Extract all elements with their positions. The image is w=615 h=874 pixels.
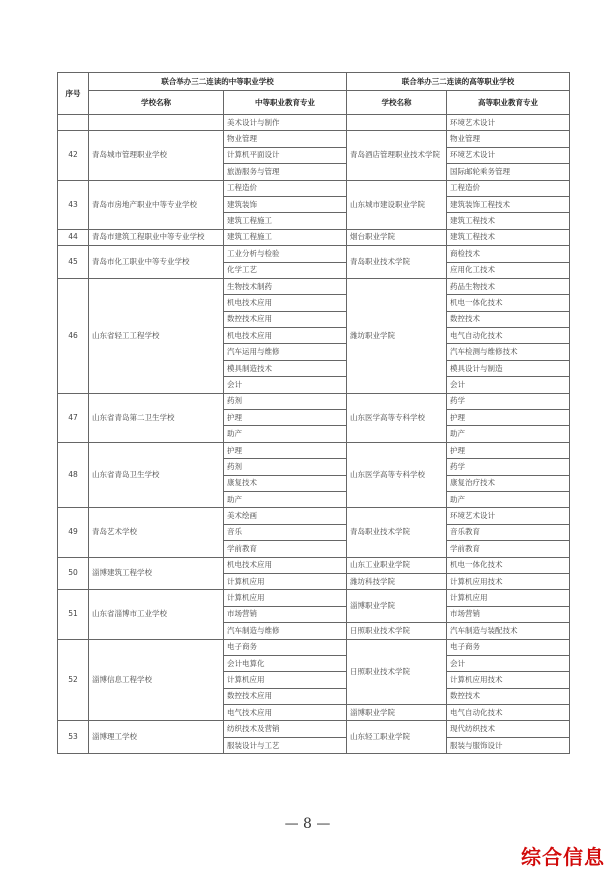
secondary-major: 建筑工程施工 (224, 229, 347, 245)
majors-table (57, 72, 570, 754)
secondary-major: 汽车制造与维修 (224, 623, 347, 639)
higher-school-name: 山东工业职业学院 (347, 557, 447, 573)
row-number: 47 (58, 393, 89, 442)
secondary-school-name: 山东省青岛第二卫生学校 (89, 393, 224, 442)
secondary-major: 药剂 (224, 459, 347, 475)
higher-major: 物业管理 (447, 131, 570, 147)
higher-school-name: 烟台职业学院 (347, 229, 447, 245)
secondary-major: 旅游服务与管理 (224, 164, 347, 180)
secondary-major: 计算机应用 (224, 672, 347, 688)
secondary-major: 电子商务 (224, 639, 347, 655)
secondary-major: 纺织技术及营销 (224, 721, 347, 737)
higher-major: 数控技术 (447, 688, 570, 704)
table-row (58, 393, 570, 409)
secondary-major: 计算机平面设计 (224, 147, 347, 163)
table-row (58, 639, 570, 655)
higher-major: 会计 (447, 655, 570, 671)
higher-major: 护理 (447, 410, 570, 426)
higher-major: 数控技术 (447, 311, 570, 327)
header-seq: 序号 (58, 73, 89, 115)
higher-major: 电气自动化技术 (447, 328, 570, 344)
higher-school-name: 淄博职业学院 (347, 705, 447, 721)
higher-major: 环境艺术设计 (447, 115, 570, 131)
table-row (58, 115, 570, 131)
higher-major: 学前教育 (447, 541, 570, 557)
table-row (58, 557, 570, 573)
secondary-school-name: 青岛市建筑工程职业中等专业学校 (89, 229, 224, 245)
secondary-major: 服装设计与工艺 (224, 737, 347, 753)
higher-major: 国际邮轮乘务管理 (447, 164, 570, 180)
higher-major: 汽车检测与维修技术 (447, 344, 570, 360)
higher-major: 药学 (447, 459, 570, 475)
table-row (58, 590, 570, 606)
page-number: — 8 — (284, 816, 331, 832)
higher-school-name: 山东医学高等专科学校 (347, 393, 447, 442)
row-number: 50 (58, 557, 89, 590)
secondary-major: 市场营销 (224, 606, 347, 622)
secondary-major: 机电技术应用 (224, 295, 347, 311)
row-number: 45 (58, 246, 89, 279)
table-row (58, 442, 570, 458)
secondary-school-name: 淄博理工学校 (89, 721, 224, 754)
higher-school-name: 青岛职业技术学院 (347, 508, 447, 557)
secondary-major: 护理 (224, 410, 347, 426)
secondary-school-name: 青岛市房地产职业中等专业学校 (89, 180, 224, 229)
table-row (58, 180, 570, 196)
header-secondary-group: 联合举办三二连读的中等职业学校 (89, 73, 347, 91)
row-number: 48 (58, 442, 89, 508)
secondary-major: 建筑装饰 (224, 196, 347, 212)
higher-major: 市场营销 (447, 606, 570, 622)
higher-school-name (347, 115, 447, 131)
secondary-school-name: 山东省淄博市工业学校 (89, 590, 224, 639)
secondary-major: 数控技术应用 (224, 688, 347, 704)
secondary-major: 计算机应用 (224, 590, 347, 606)
higher-major: 建筑工程技术 (447, 229, 570, 245)
higher-major: 计算机应用 (447, 590, 570, 606)
secondary-major: 物业管理 (224, 131, 347, 147)
higher-school-name: 青岛职业技术学院 (347, 246, 447, 279)
higher-major: 电子商务 (447, 639, 570, 655)
higher-major: 机电一体化技术 (447, 295, 570, 311)
secondary-school-name (89, 115, 224, 131)
secondary-major: 数控技术应用 (224, 311, 347, 327)
secondary-major: 电气技术应用 (224, 705, 347, 721)
higher-major: 会计 (447, 377, 570, 393)
higher-major: 服装与服饰设计 (447, 737, 570, 753)
secondary-major: 康复技术 (224, 475, 347, 491)
higher-major: 助产 (447, 426, 570, 442)
row-number: 53 (58, 721, 89, 754)
higher-school-name: 青岛酒店管理职业技术学院 (347, 131, 447, 180)
secondary-school-name: 青岛艺术学校 (89, 508, 224, 557)
watermark-logo: 综合信息 (521, 845, 605, 869)
higher-school-name: 山东轻工职业学院 (347, 721, 447, 754)
higher-major: 助产 (447, 491, 570, 507)
secondary-major: 机电技术应用 (224, 557, 347, 573)
higher-major: 商检技术 (447, 246, 570, 262)
table-row (58, 278, 570, 294)
header-higher-school-name: 学校名称 (347, 91, 447, 115)
row-number: 49 (58, 508, 89, 557)
header-school-name: 学校名称 (89, 91, 224, 115)
higher-major: 现代纺织技术 (447, 721, 570, 737)
higher-school-name: 日照职业技术学院 (347, 623, 447, 639)
table-body (58, 115, 570, 754)
higher-major: 机电一体化技术 (447, 557, 570, 573)
secondary-major: 药剂 (224, 393, 347, 409)
secondary-major: 生物技术制药 (224, 278, 347, 294)
secondary-major: 助产 (224, 426, 347, 442)
secondary-major: 美术绘画 (224, 508, 347, 524)
higher-major: 应用化工技术 (447, 262, 570, 278)
secondary-school-name: 淄博建筑工程学校 (89, 557, 224, 590)
higher-major: 环境艺术设计 (447, 147, 570, 163)
secondary-school-name: 青岛市化工职业中等专业学校 (89, 246, 224, 279)
higher-major: 汽车制造与装配技术 (447, 623, 570, 639)
secondary-major: 美术设计与制作 (224, 115, 347, 131)
row-number: 44 (58, 229, 89, 245)
higher-major: 环境艺术设计 (447, 508, 570, 524)
secondary-major: 学前教育 (224, 541, 347, 557)
secondary-major: 音乐 (224, 524, 347, 540)
secondary-major: 模具制造技术 (224, 360, 347, 376)
row-number: 51 (58, 590, 89, 639)
table-row (58, 229, 570, 245)
secondary-major: 化学工艺 (224, 262, 347, 278)
secondary-school-name: 山东省青岛卫生学校 (89, 442, 224, 508)
higher-major: 计算机应用技术 (447, 672, 570, 688)
secondary-major: 汽车运用与维修 (224, 344, 347, 360)
header-higher-major: 高等职业教育专业 (447, 91, 570, 115)
row-number: 42 (58, 131, 89, 180)
higher-major: 音乐教育 (447, 524, 570, 540)
secondary-major: 建筑工程施工 (224, 213, 347, 229)
table-row (58, 246, 570, 262)
header-secondary-major: 中等职业教育专业 (224, 91, 347, 115)
table-row (58, 131, 570, 147)
table-row (58, 508, 570, 524)
higher-major: 药学 (447, 393, 570, 409)
secondary-major: 计算机应用 (224, 573, 347, 589)
secondary-major: 助产 (224, 491, 347, 507)
secondary-school-name: 青岛城市管理职业学校 (89, 131, 224, 180)
higher-major: 工程造价 (447, 180, 570, 196)
secondary-major: 护理 (224, 442, 347, 458)
higher-school-name: 潍坊职业学院 (347, 278, 447, 393)
higher-major: 建筑工程技术 (447, 213, 570, 229)
higher-major: 电气自动化技术 (447, 705, 570, 721)
higher-major: 建筑装饰工程技术 (447, 196, 570, 212)
secondary-major: 会计电算化 (224, 655, 347, 671)
higher-major: 模具设计与制造 (447, 360, 570, 376)
row-number (58, 115, 89, 131)
higher-major: 护理 (447, 442, 570, 458)
secondary-major: 工业分析与检验 (224, 246, 347, 262)
higher-major: 计算机应用技术 (447, 573, 570, 589)
secondary-major: 机电技术应用 (224, 328, 347, 344)
row-number: 52 (58, 639, 89, 721)
secondary-major: 会计 (224, 377, 347, 393)
higher-major: 康复治疗技术 (447, 475, 570, 491)
header-higher-group: 联合举办三二连读的高等职业学校 (347, 73, 570, 91)
table-row (58, 721, 570, 737)
secondary-school-name: 山东省轻工工程学校 (89, 278, 224, 393)
secondary-major: 工程造价 (224, 180, 347, 196)
higher-school-name: 山东城市建设职业学院 (347, 180, 447, 229)
row-number: 43 (58, 180, 89, 229)
secondary-school-name: 淄博信息工程学校 (89, 639, 224, 721)
higher-school-name: 潍坊科技学院 (347, 573, 447, 589)
higher-school-name: 日照职业技术学院 (347, 639, 447, 705)
higher-major: 药品生物技术 (447, 278, 570, 294)
higher-school-name: 山东医学高等专科学校 (347, 442, 447, 508)
higher-school-name: 淄博职业学院 (347, 590, 447, 623)
row-number: 46 (58, 278, 89, 393)
